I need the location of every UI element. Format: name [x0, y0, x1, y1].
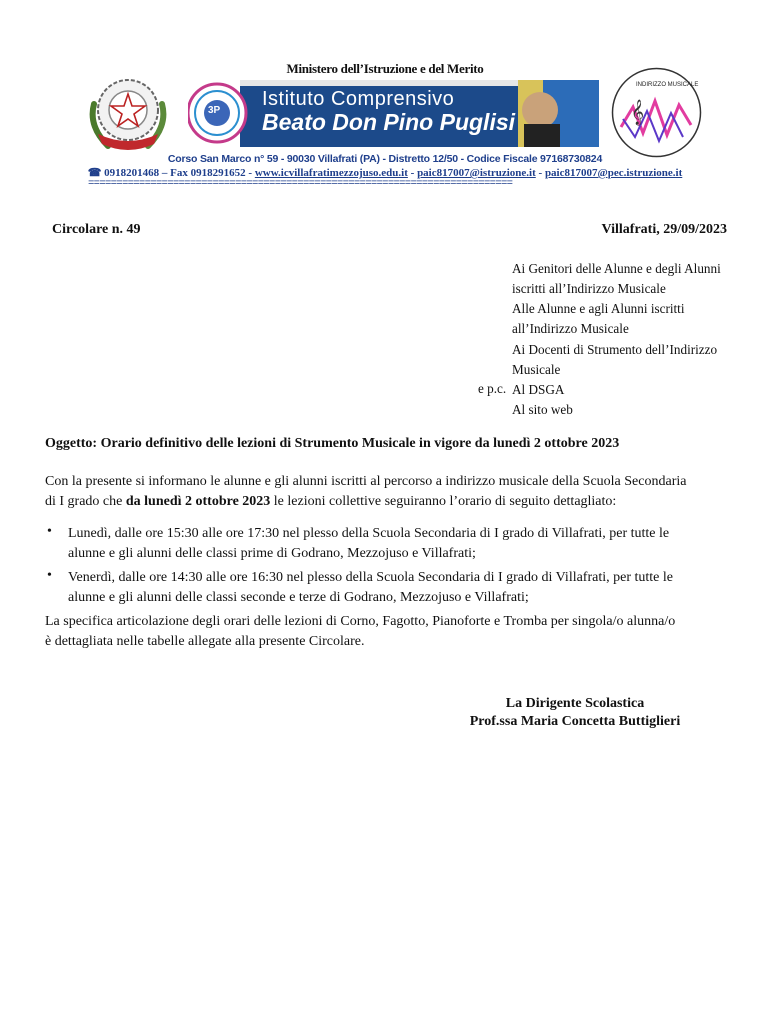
circular-number: Circolare n. 49: [52, 222, 141, 237]
separator: -: [535, 167, 545, 179]
recipient-line: Al sito web: [512, 402, 573, 417]
bullet-1-line-2: alunne e gli alunni delle classi prime di Godrano, Mezzojuso e Villafrati;: [68, 546, 476, 561]
bullet-icon: •: [47, 568, 52, 583]
banner-line-2: Beato Don Pino Puglisi: [262, 109, 516, 135]
header-divider: ===========================================================================: [88, 178, 513, 190]
closing-line-1: La specifica articolazione degli orari delle lezioni di Corno, Fagotto, Pianoforte e Tromba per singola/o alunna/o: [45, 614, 676, 629]
bullet-1-line-1: Lunedì, dalle ore 15:30 alle ore 17:30 nel plesso della Scuola Secondaria di I grado di Villafrati, per tutte le: [68, 526, 670, 541]
recipient-line: Alle Alunne e agli Alunni iscritti: [512, 301, 685, 316]
intro-line-1: Con la presente si informano le alunne e gli alunni iscritti al percorso a indirizzo musicale della Scuola Secondaria: [45, 474, 687, 489]
intro-line-2: [45, 492, 735, 512]
bullet-2-line-1: Venerdì, dalle ore 14:30 alle ore 16:30 nel plesso della Scuola Secondaria di I grado di Villafrati, per tutte le: [68, 570, 673, 585]
svg-text:𝄞: 𝄞: [631, 100, 645, 125]
website-link[interactable]: www.icvillafratimezzojuso.edu.it: [254, 167, 408, 179]
school-address: Corso San Marco n° 59 - 90030 Villafrati (PA) - Distretto 12/50 - Codice Fiscale 97168730824: [167, 153, 603, 165]
signatory-title: La Dirigente Scolastica: [505, 696, 645, 711]
recipient-line: Ai Docenti di Strumento dell’Indirizzo: [512, 342, 718, 357]
recipient-line: Musicale: [512, 362, 561, 377]
start-date-emphasis: da lunedì 2 ottobre 2023: [125, 494, 271, 509]
pc-label: e p.c.: [478, 381, 507, 396]
signatory-name: Prof.ssa Maria Concetta Buttiglieri: [469, 714, 681, 729]
recipient-line: iscritti all’Indirizzo Musicale: [512, 281, 666, 296]
bullet-2-line-2: alunne e gli alunni delle classi seconde e terze di Godrano, Mezzojuso e Villafrati;: [68, 590, 529, 605]
recipient-line: all’Indirizzo Musicale: [512, 321, 629, 336]
place-date: Villafrati, 29/09/2023: [601, 222, 727, 237]
italian-republic-emblem: [82, 64, 174, 156]
recipient-line: Ai Genitori delle Alunne e degli Alunni: [512, 261, 721, 276]
music-program-logo: [611, 67, 702, 158]
recipient-line: Al DSGA: [512, 382, 565, 397]
music-logo-label: INDIRIZZO MUSICALE: [636, 82, 699, 88]
school-seal-label: 3P: [208, 105, 221, 116]
banner-line-1: Istituto Comprensivo: [262, 88, 455, 110]
phone-fax: ☎ 0918201468 – Fax 0918291652 -: [87, 167, 255, 179]
ministry-title: Ministero dell’Istruzione e del Merito: [286, 61, 484, 76]
bullet-icon: •: [47, 524, 52, 539]
subject-line: Oggetto: Orario definitivo delle lezioni di Strumento Musicale in vigore da lunedì 2 ottobre 2023: [45, 436, 620, 451]
intro-text: le lezioni collettive seguiranno l’orario di seguito dettagliato:: [270, 494, 617, 509]
intro-text: di I grado che: [45, 494, 126, 509]
separator: -: [407, 167, 418, 179]
closing-line-2: è dettagliata nelle tabelle allegate alla presente Circolare.: [45, 634, 365, 649]
pec-link[interactable]: paic817007@pec.istruzione.it: [544, 167, 683, 179]
email-link[interactable]: paic817007@istruzione.it: [417, 167, 536, 179]
